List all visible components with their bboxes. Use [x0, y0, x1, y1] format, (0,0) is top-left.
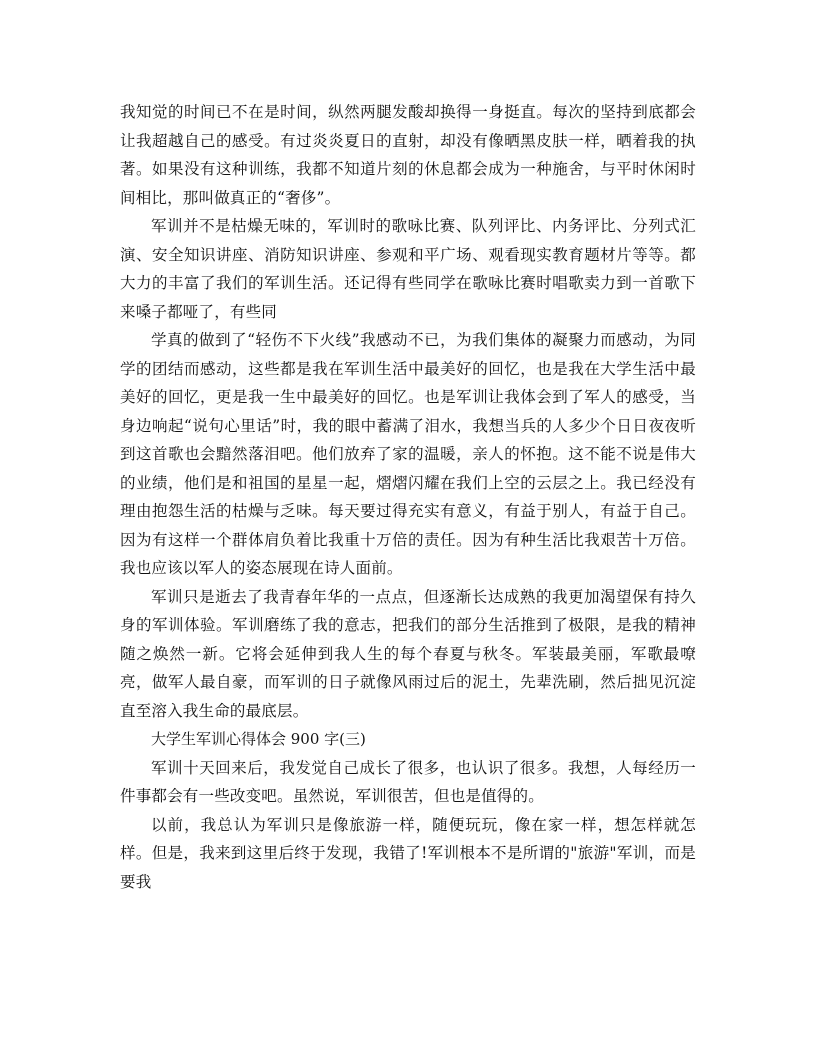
document-body [120, 98, 696, 896]
paragraph-2: 军训并不是枯燥无味的，军训时的歌咏比赛、队列评比、内务评比、分列式汇演、安全知识讲座、消防知识讲座、参观和平广场、观看现实教育题材片等等。都大力的丰富了我们的军训生活。还记得有些同学在歌咏比赛时唱歌卖力到一首歌下来嗓子都哑了，有些同 [120, 217, 696, 321]
section-heading: 大学生军训心得体会 900 字(三) [151, 730, 366, 748]
paragraph-1: 我知觉的时间已不在是时间，纵然两腿发酸却换得一身挺直。每次的坚持到底都会让我超越自己的感受。有过炎炎夏日的直射，却没有像晒黑皮肤一样，晒着我的执著。如果没有这种训练，我都不知道片刻的休息都会成为一种施舍，与平时休闲时间相比，那叫做真正的“奢侈”。 [120, 103, 696, 207]
paragraph-5: 军训十天回来后，我发觉自己成长了很多，也认识了很多。我想，人每经历一件事都会有一些改变吧。虽然说，军训很苦，但也是值得的。 [120, 758, 696, 805]
paragraph-6: 以前，我总认为军训只是像旅游一样，随便玩玩，像在家一样，想怎样就怎样。但是，我来到这里后终于发现，我错了!军训根本不是所谓的"旅游"军训，而是要我 [120, 815, 696, 891]
paragraph-4: 军训只是逝去了我青春年华的一点点，但逐渐长达成熟的我更加渴望保有持久身的军训体验。军训磨练了我的意志，把我们的部分生活推到了极限，是我的精神随之焕然一新。它将会延伸到我人生的每个春夏与秋冬。军装最美丽，军歌最嘹亮，做军人最自豪，而军训的日子就像风雨过后的泥土，先辈洗刷，然后拙见沉淀直至溶入我生命的最底层。 [120, 587, 696, 720]
paragraph-3: 学真的做到了“轻伤不下火线”我感动不已，为我们集体的凝聚力而感动，为同学的团结而感动，这些都是我在军训生活中最美好的回忆，也是我在大学生活中最美好的回忆，更是我一生中最美好的回忆。也是军训让我体会到了军人的感受，当身边响起“说句心里话”时，我的眼中蓄满了泪水，我想当兵的人多少个日日夜夜听到这首歌也会黯然落泪吧。他们放弃了家的温暖，亲人的怀抱。这不能不说是伟大的业绩，他们是和祖国的星星一起，熠熠闪耀在我们上空的云层之上。我已经没有理由抱怨生活的枯燥与乏味。每天要过得充实有意义，有益于别人，有益于自己。因为有这样一个群体肩负着比我重十万倍的责任。因为有种生活比我艰苦十万倍。我也应该以军人的姿态展现在诗人面前。 [120, 331, 696, 577]
